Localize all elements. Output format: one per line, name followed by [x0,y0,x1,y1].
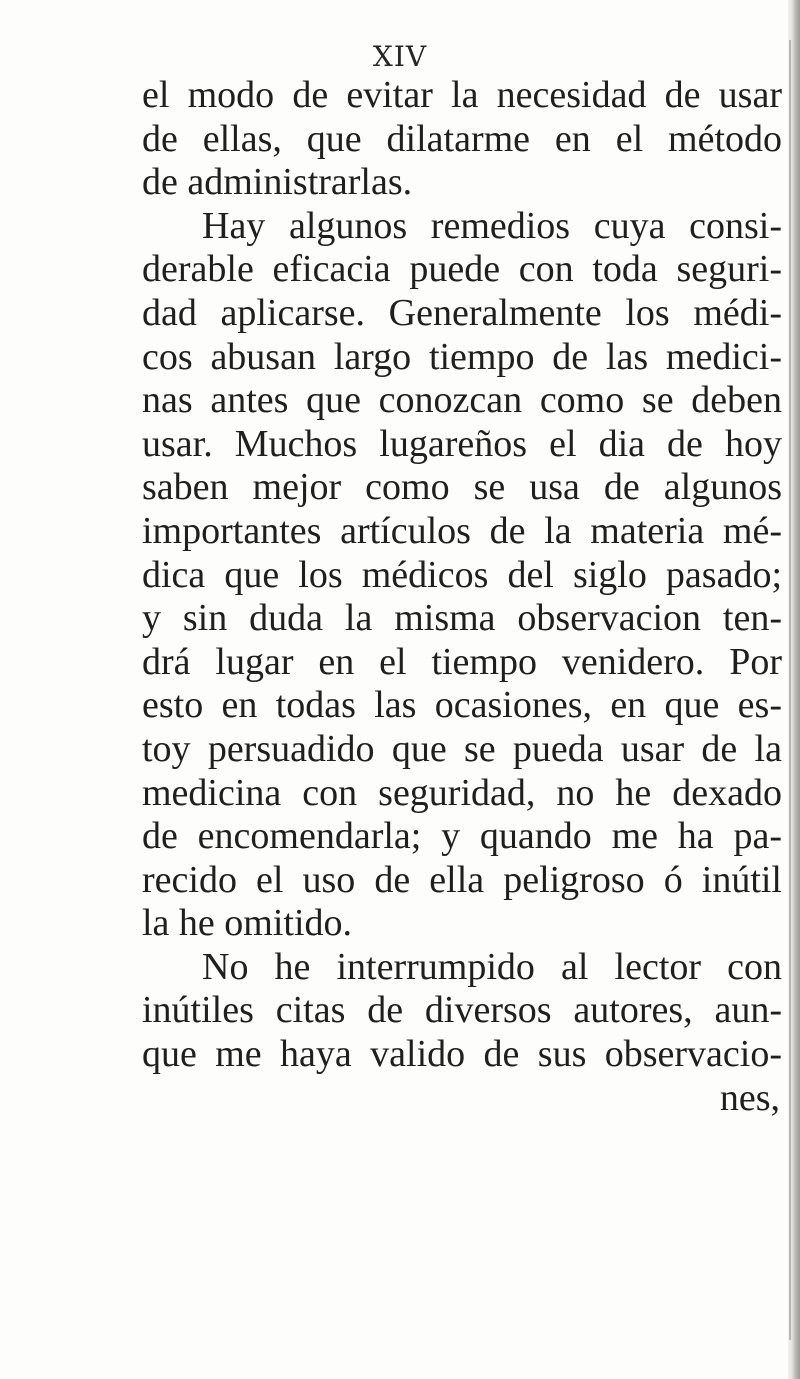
paragraph-start-line: Hay algunos remedios cuya consi- [202,204,782,247]
text-line: toy persuadido que se pueda usar de la [142,727,782,770]
body-text [142,74,782,1120]
text-line: saben mejor como se usa de algunos [142,466,782,509]
text-line: usar. Muchos lugareños el dia de hoy [142,422,782,465]
text-line: esto en todas las ocasiones, en que es- [142,684,782,727]
page-edge-line [789,40,791,1340]
text-line: el modo de evitar la necesidad de usar [142,74,782,116]
text-line: recido el uso de ella peligroso ó inútil [142,858,782,901]
text-line: drá lugar en el tiempo venidero. Por [142,640,782,683]
text-line: medicina con seguridad, no he dexado [142,771,782,814]
text-line: de administrarlas. [142,161,413,204]
text-line: de encomendarla; y quando me ha pa- [142,815,782,858]
text-line: la he omitido. [142,902,353,945]
text-line: dad aplicarse. Generalmente los médi- [142,291,782,334]
text-line: dica que los médicos del siglo pasado; [142,553,782,596]
text-line: y sin duda la misma observacion ten- [142,597,782,640]
text-line: derable eficacia puede con toda seguri- [142,248,782,291]
text-line: cos abusan largo tiempo de las medici- [142,335,782,378]
catchword: nes, [719,1076,780,1119]
text-line: que me haya valido de sus observacio- [142,1033,782,1076]
page-number: XIV [372,40,428,73]
text-line: importantes artículos de la materia mé- [142,509,782,552]
text-line: de ellas, que dilatarme en el método [142,117,782,160]
paragraph-start-line: No he interrumpido al lector con [202,945,782,988]
text-line: nas antes que conozcan como se deben [142,379,782,422]
text-line: inútiles citas de diversos autores, aun- [142,989,782,1032]
